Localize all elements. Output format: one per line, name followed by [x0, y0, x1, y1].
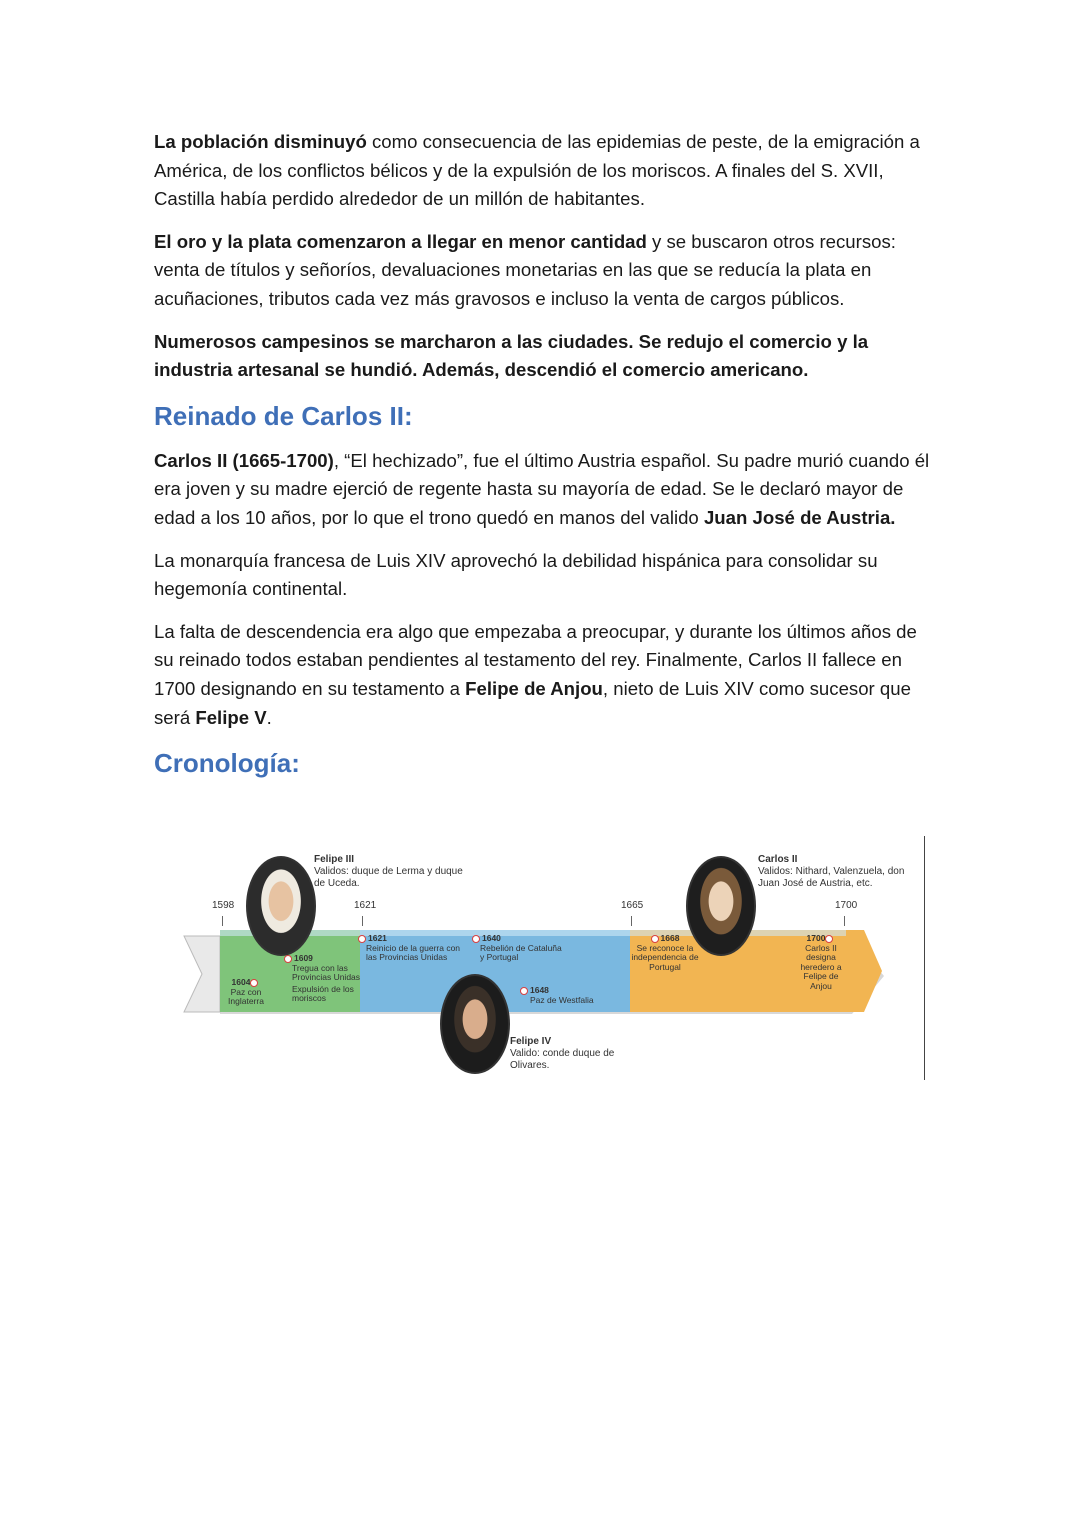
event-1609: 1609 Tregua con las Provincias Unidas Expulsión de los moriscos: [284, 954, 364, 1004]
heading-carlos-ii: Reinado de Carlos II:: [154, 400, 413, 431]
event-dot-icon: [472, 935, 480, 943]
king-carlos-ii: Carlos II Validos: Nithard, Valenzuela, don Juan José de Austria, etc.: [758, 854, 905, 889]
event-dot-icon: [520, 987, 528, 995]
event-1640: 1640 Rebelión de Cataluña y Portugal: [472, 934, 562, 963]
event-1648: 1648 Paz de Westfalia: [520, 986, 610, 1005]
tick-1598: [222, 916, 223, 926]
year-1621: 1621: [354, 900, 377, 911]
heading-cronologia: Cronología:: [154, 748, 300, 779]
king-felipe-iv: Felipe IV Valido: conde duque de Olivares.: [510, 1036, 615, 1071]
year-1665: 1665: [621, 900, 644, 911]
year-1598: 1598: [212, 900, 235, 911]
event-dot-icon: [358, 935, 366, 943]
paragraph-population: La población disminuyó como consecuencia de las epidemias de peste, de la emigración a América, de los conflictos bélicos y de la expulsión de los moriscos. A finales del S. XVII, Castilla había perdido alrededor de un millón de habitantes.: [154, 131, 920, 210]
paragraph-peasants: Numerosos campesinos se marcharon a las ciudades. Se redujo el comercio y la industria artesanal se hundió. Además, descendió el comercio americano.: [154, 330, 869, 381]
year-1700: 1700: [835, 900, 858, 911]
paragraph-gold-silver: El oro y la plata comenzaron a llegar en menor cantidad y se buscaron otros recursos: venta de títulos y señoríos, devaluaciones monetarias en las que se reducía la plata en acuñaciones, tributos cada vez más gravosos e incluso la venta de cargos públicos.: [154, 230, 896, 309]
portrait-felipe-iv: [440, 974, 510, 1074]
tick-1665: [631, 916, 632, 926]
arrow-head: [846, 930, 882, 1012]
event-dot-icon: [250, 979, 258, 987]
event-dot-icon: [284, 955, 292, 963]
event-1668: 1668 Se reconoce la independencia de Portugal: [631, 933, 699, 972]
paragraph-carlos-intro: Carlos II (1665-1700), “El hechizado”, fue el último Austria español. Su padre murió cuando él era joven y su madre ejerció de regente hasta su mayoría de edad. Se le declaró mayor de edad a los 10 años, por lo que el trono quedó en manos del valido Juan José de Austria.: [154, 449, 930, 528]
event-dot-icon: [651, 935, 659, 943]
document-body: [154, 128, 934, 794]
tick-1700: [844, 916, 845, 926]
event-dot-icon: [825, 935, 833, 943]
event-1700: 1700 Carlos II designa heredero a Felipe de Anjou: [800, 933, 842, 991]
arrow-tail: [184, 936, 220, 1012]
tick-1621: [362, 916, 363, 926]
event-1621: 1621 Reinicio de la guerra con las Provincias Unidas: [358, 934, 468, 963]
portrait-felipe-iii: [246, 856, 316, 956]
timeline-figure: [180, 836, 928, 1086]
figure-border: [924, 836, 925, 1080]
paragraph-succession: La falta de descendencia era algo que empezaba a preocupar, y durante los últimos años de su reinado todos estaban pendientes al testamento del rey. Finalmente, Carlos II fallece en 1700 designando en su testamento a Felipe de Anjou, nieto de Luis XIV como sucesor que será Felipe V.: [154, 620, 917, 728]
event-1604: 1604 Paz con Inglaterra: [228, 977, 264, 1006]
paragraph-luis-xiv: La monarquía francesa de Luis XIV aprovechó la debilidad hispánica para consolidar su hegemonía continental.: [154, 549, 878, 600]
king-felipe-iii: Felipe III Validos: duque de Lerma y duque de Uceda.: [314, 854, 463, 889]
